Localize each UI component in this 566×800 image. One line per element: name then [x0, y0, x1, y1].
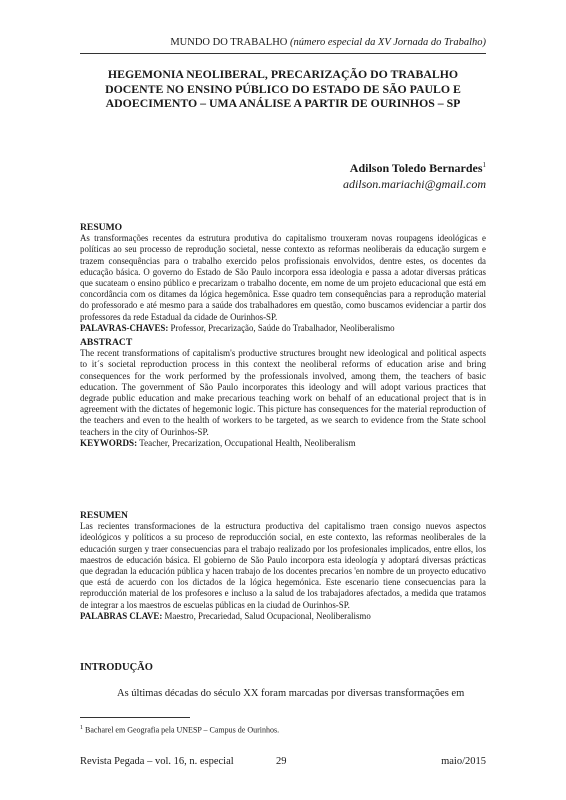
- abstract-keywords-label: KEYWORDS:: [80, 437, 138, 448]
- introducao-heading: INTRODUÇÃO: [80, 662, 153, 673]
- resumen-heading: RESUMEN: [80, 510, 128, 521]
- resumo-heading: RESUMO: [80, 222, 123, 233]
- abstract-body: The recent transformations of capitalism's productive structures brought new ideological and political aspects to it´s societal reproduction process in this context the neoliberal reforms of education arise and bring consequences for the work performed by the professionals involved, among them, the teachers of basic education. The government of São Paulo incorporates this ideology and will adopt various practices that degrade public education and make precarious teaching work on behalf of an educational project that is in agreement with the dictates of hegemonic logic. This picture has consequences for the material reproduction of the teachers and even to the health of workers to be targeted, as we search to evidence from the State school teachers in the city of Ourinhos-SP.: [80, 348, 486, 437]
- introducao-first-line: As últimas décadas do século XX foram marcadas por diversas transformações em: [117, 688, 465, 699]
- resumo-keywords-list: Professor, Precarização, Saúde do Trabalhador, Neoliberalismo: [170, 322, 395, 333]
- resumen-keywords: [80, 611, 486, 622]
- abstract-keywords: [80, 438, 486, 449]
- abstract-keywords-list: Teacher, Precarization, Occupational Health, Neoliberalism: [139, 437, 356, 448]
- footer-date: maio/2015: [441, 756, 486, 767]
- author-footnote-mark: 1: [482, 161, 486, 169]
- footer-page-number: 29: [276, 756, 287, 767]
- abstract-heading: ABSTRACT: [80, 337, 133, 348]
- paper-title: HEGEMONIA NEOLIBERAL, PRECARIZAÇÃO DO TRABALHO DOCENTE NO ENSINO PÚBLICO DO ESTADO DE SÃO PAULO E ADOECIMENTO – UMA ANÁLISE A PARTIR DE OURINHOS – SP: [105, 67, 461, 110]
- resumo-keywords-label: PALAVRAS-CHAVES:: [80, 322, 169, 333]
- footnote-text: Bacharel em Geografia pela UNESP – Campus de Ourinhos.: [85, 725, 280, 735]
- footnote-mark: 1: [80, 725, 83, 731]
- resumo-section: [80, 222, 486, 334]
- resumo-body: As transformações recentes da estrutura produtiva do capitalismo trouxeram novas roupagens ideológicas e políticas ao seu processo de reprodução societal, nesse contexto as reformas neoliberais da educação surgem e trazem consequências para o trabalho exercido pelos profissionais envolvidos, dentre estes, os docentes da educação básica. O governo do Estado de São Paulo incorpora essa ideologia e passa a adotar diversas práticas que sucateam o ensino público e precarizam o trabalho docente, em nome de um projeto educacional que está em concordância com os ditames da lógica hegemônica. Esse quadro tem consequências para a reprodução material do professorado e até mesmo para a saúde dos trabalhadores em questão, como buscamos evidenciar a partir dos professores da rede Estadual da cidade de Ourinhos-SP.: [80, 233, 486, 322]
- running-header-journal: MUNDO DO TRABALHO: [170, 37, 288, 48]
- author-email: adilson.mariachi@gmail.com: [342, 177, 486, 191]
- footer-journal: Revista Pegada – vol. 16, n. especial: [80, 756, 234, 767]
- header-divider: [80, 53, 486, 54]
- resumen-body: Las recientes transformaciones de la estructura productiva del capitalismo traen consigo nuevos aspectos ideológicos y políticos a su proceso de reproducción social, en este contexto, las reformas neoliberales de la educación surgen y traer consecuencias para el trabajo realizado por los profesionales implicados, entre ellos, los maestros de educación básica. El gobierno de São Paulo incorpora esta ideología y adoptará diversas prácticas que degradan la educación pública y hacen trabajo de los docentes precarios 'en nombre de un proyecto educativo que está de acuerdo con los dictados de la lógica hegemónica. Este escenario tiene consecuencias para la reproducción material de los profesores e incluso a la salud de los trabajadores afectados, a medida que tratamos de integrar a los maestros de escuelas públicas en la ciudad de Ourinhos-SP.: [80, 521, 486, 610]
- running-header: [170, 37, 486, 48]
- abstract-section: [80, 337, 486, 449]
- running-header-subtitle: (número especial da XV Jornada do Trabalho): [290, 37, 486, 48]
- page-footer: [80, 756, 486, 770]
- resumen-keywords-label: PALABRAS CLAVE:: [80, 610, 163, 621]
- footnote-divider: [80, 717, 190, 718]
- resumen-section: [80, 510, 486, 622]
- footnote: [80, 725, 279, 735]
- resumo-keywords: [80, 323, 486, 334]
- author-name-text: Adilson Toledo Bernardes: [349, 161, 483, 175]
- resumen-keywords-list: Maestro, Precariedad, Salud Ocupacional, Neoliberalismo: [164, 610, 371, 621]
- author-name: [350, 161, 486, 176]
